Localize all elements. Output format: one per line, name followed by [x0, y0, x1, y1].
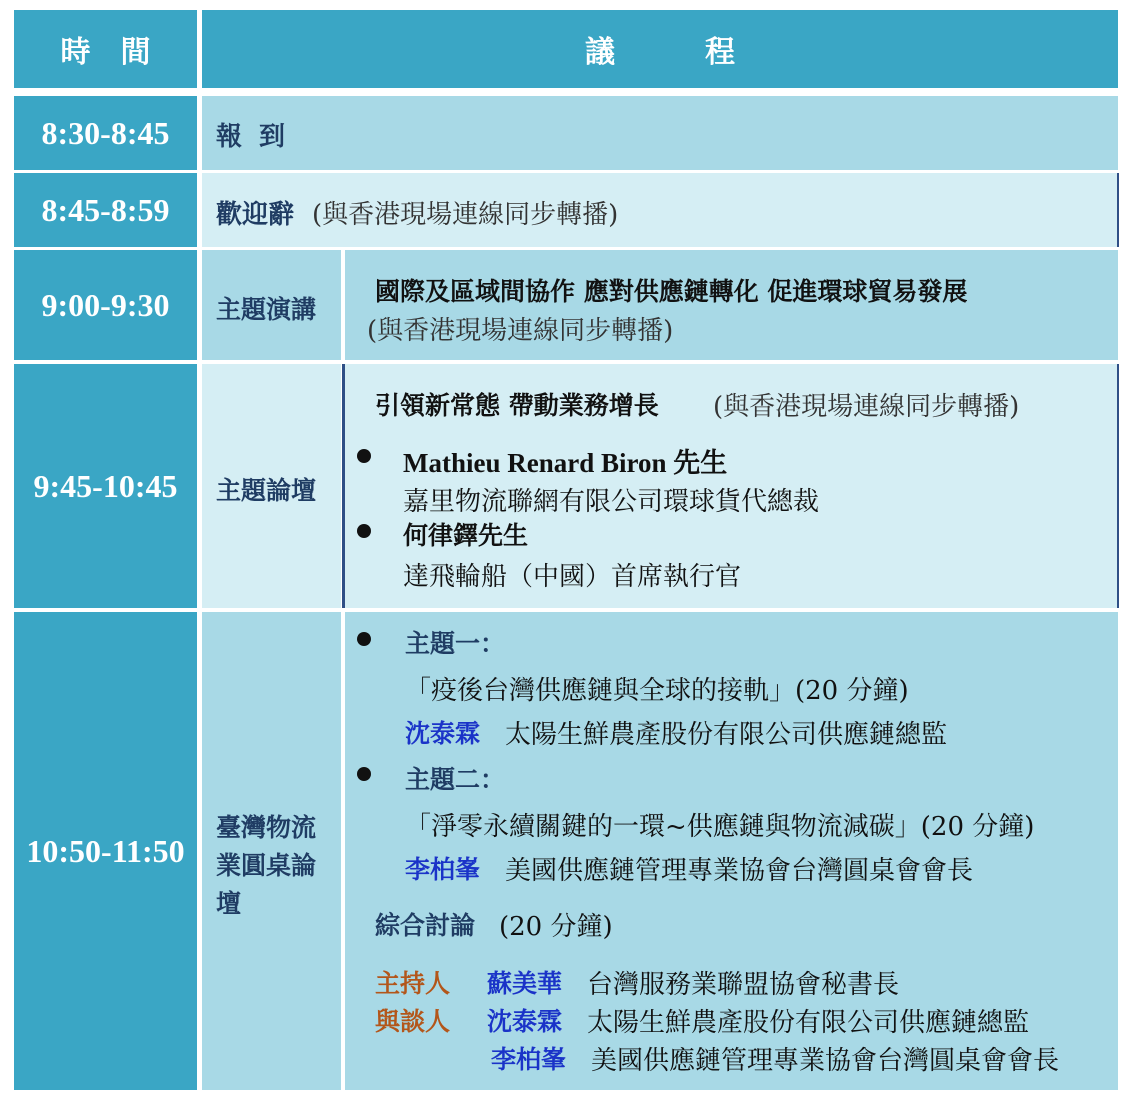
row2-right-rule: [1117, 173, 1119, 247]
topic2-head: 主題二：: [405, 765, 506, 794]
panel1-org: 太陽生鮮農產股份有限公司供應鏈總監: [587, 1008, 1030, 1038]
time-cell-3: [14, 250, 197, 360]
speaker2-title: 達飛輪船（中國）首席執行官: [403, 562, 742, 592]
bullet-icon: [357, 449, 371, 463]
panel-role: 與談人: [375, 1007, 451, 1036]
header-time: [14, 10, 197, 88]
agenda-cell-3: [345, 250, 1118, 360]
bullet-icon: [357, 524, 371, 538]
panel2-org: 美國供應鏈管理專業協會台灣圓桌會會長: [591, 1046, 1060, 1076]
topic1-title: 「疫後台灣供應鏈與全球的接軌」(20 分鐘): [405, 676, 909, 706]
header-agenda-label: 議 程: [585, 35, 735, 70]
welcome-note: (與香港現場連線同步轉播): [312, 200, 619, 230]
time-cell-5: [14, 612, 197, 1090]
agenda-cell-1: [202, 96, 1118, 170]
keynote-label: 主題演講: [216, 295, 317, 324]
time-3: 9:00-9:30: [41, 286, 170, 323]
label-cell-4: [202, 364, 341, 608]
roundtable-label-line3: 壇: [216, 889, 242, 918]
time-5: 10:50-11:50: [26, 832, 185, 869]
time-4: 9:45-10:45: [33, 467, 178, 504]
topic2-title: 「淨零永續關鍵的一環~供應鏈與物流減碳」(20 分鐘): [405, 812, 1035, 842]
bullet-icon: [357, 767, 371, 781]
topic1-speaker: 沈泰霖: [405, 719, 481, 748]
bullet-icon: [357, 632, 371, 646]
panel2-name: 李柏峯: [491, 1045, 567, 1074]
label-cell-5: [202, 612, 341, 1090]
agenda-cell-5: [345, 612, 1118, 1090]
forum-note: (與香港現場連線同步轉播): [713, 392, 1020, 422]
time-cell-4: [14, 364, 197, 608]
topic1-org: 太陽生鮮農產股份有限公司供應鏈總監: [505, 720, 948, 750]
topic2-speaker: 李柏峯: [405, 855, 481, 884]
welcome-title: 歡迎辭: [216, 200, 295, 230]
host-name: 蘇美華: [487, 969, 563, 998]
host-org: 台灣服務業聯盟協會秘書長: [587, 970, 900, 1000]
roundtable-label-line2: 業圓桌論: [216, 851, 317, 880]
forum-label: 主題論壇: [216, 476, 317, 505]
agenda-cell-4: [345, 364, 1118, 608]
row4-right-rule: [1117, 364, 1119, 608]
forum-title: 引領新常態 帶動業務增長: [375, 391, 659, 420]
header-time-label: 時 間: [60, 35, 151, 70]
keynote-note: (與香港現場連線同步轉播): [367, 316, 674, 346]
topic1-head: 主題一：: [405, 629, 506, 658]
discussion-head: 綜合討論: [375, 911, 476, 940]
time-2: 8:45-8:59: [41, 191, 170, 228]
speaker1-name: Mathieu Renard Biron 先生: [403, 448, 728, 478]
header-agenda: [202, 10, 1118, 88]
time-cell-1: [14, 96, 197, 170]
time-cell-2: [14, 173, 197, 247]
row4-left-rule: [342, 364, 345, 608]
host-role: 主持人: [375, 969, 451, 998]
discussion-note: (20 分鐘): [499, 912, 613, 942]
label-cell-3: [202, 250, 341, 360]
speaker1-title: 嘉里物流聯網有限公司環球貨代總裁: [403, 487, 820, 517]
time-1: 8:30-8:45: [41, 114, 170, 151]
keynote-title: 國際及區域間協作 應對供應鏈轉化 促進環球貿易發展: [375, 277, 968, 306]
roundtable-label-line1: 臺灣物流: [216, 813, 317, 842]
registration-text: 報 到: [216, 122, 290, 152]
panel1-name: 沈泰霖: [487, 1007, 563, 1036]
agenda-cell-2: [202, 173, 1118, 247]
speaker2-name: 何律鐸先生: [403, 521, 529, 550]
topic2-org: 美國供應鏈管理專業協會台灣圓桌會會長: [505, 856, 974, 886]
